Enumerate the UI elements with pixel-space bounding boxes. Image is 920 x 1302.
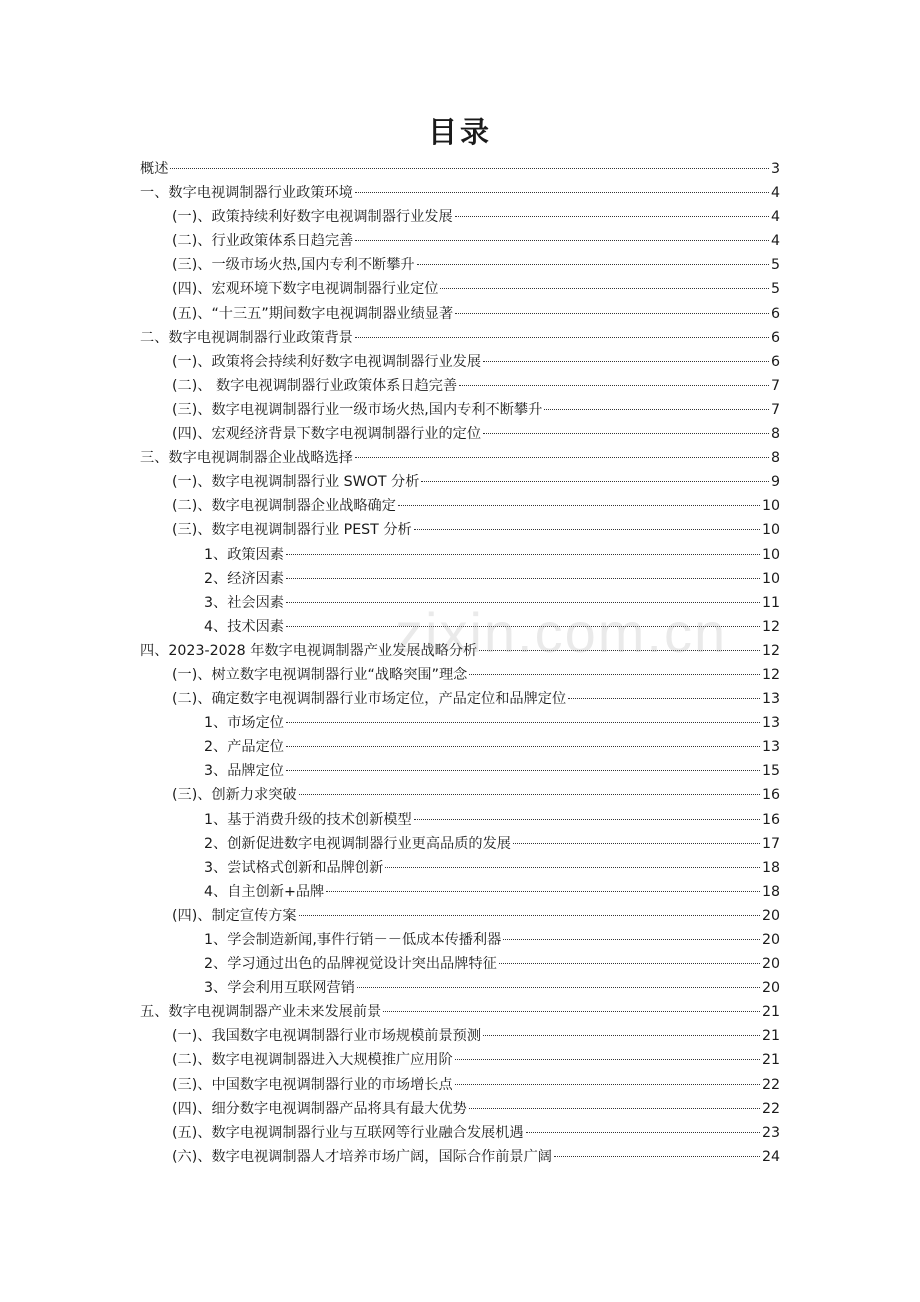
toc-entry[interactable] — [140, 1121, 780, 1145]
toc-entry[interactable] — [140, 398, 780, 422]
toc-entry-text: (五)、数字电视调制器行业与互联网等行业融合发展机遇 — [172, 1124, 524, 1141]
toc-entry[interactable] — [140, 157, 780, 181]
toc-page-number: 15 — [761, 763, 780, 780]
toc-dot-leader — [483, 433, 769, 434]
toc-entry-text: 1、基于消费升级的技术创新模型 — [204, 811, 412, 828]
toc-entry[interactable] — [140, 1073, 780, 1097]
toc-dot-leader — [170, 168, 769, 169]
toc-page-number: 10 — [761, 570, 780, 587]
toc-page-number: 8 — [770, 450, 780, 467]
toc-dot-leader — [544, 409, 769, 410]
toc-dot-leader — [286, 770, 760, 771]
toc-entry[interactable] — [140, 374, 780, 398]
toc-dot-leader — [455, 216, 769, 217]
toc-entry-text: (一)、政策将会持续利好数字电视调制器行业发展 — [172, 353, 482, 370]
toc-dot-leader — [326, 891, 760, 892]
toc-dot-leader — [469, 1108, 760, 1109]
toc-page-number: 10 — [761, 498, 780, 515]
toc-entry[interactable] — [140, 1000, 780, 1024]
toc-dot-leader — [355, 457, 769, 458]
toc-entry-text: 2、创新促进数字电视调制器行业更高品质的发展 — [204, 835, 511, 852]
toc-dot-leader — [459, 385, 769, 386]
toc-dot-leader — [440, 288, 769, 289]
toc-dot-leader — [526, 1132, 760, 1133]
toc-dot-leader — [503, 939, 760, 940]
toc-entry[interactable] — [140, 952, 780, 976]
toc-entry[interactable] — [140, 518, 780, 542]
toc-entry[interactable] — [140, 350, 780, 374]
toc-entry-text: (四)、细分数字电视调制器产品将具有最大优势 — [172, 1100, 467, 1117]
toc-page-number: 6 — [770, 305, 780, 322]
toc-dot-leader — [455, 313, 769, 314]
toc-page-number: 21 — [761, 1052, 780, 1069]
toc-dot-leader — [483, 361, 769, 362]
toc-page-number: 7 — [770, 401, 780, 418]
toc-page-number: 8 — [770, 426, 780, 443]
toc-dot-leader — [299, 915, 760, 916]
toc-entry-text: (一)、我国数字电视调制器行业市场规模前景预测 — [172, 1028, 482, 1045]
toc-dot-leader — [554, 1156, 760, 1157]
toc-entry[interactable] — [140, 904, 780, 928]
toc-entry[interactable] — [140, 928, 780, 952]
toc-entry-text: 1、市场定位 — [204, 715, 284, 732]
toc-entry[interactable] — [140, 783, 780, 807]
toc-page-number: 7 — [770, 377, 780, 394]
toc-dot-leader — [286, 602, 760, 603]
toc-entry-text: (二)、行业政策体系日趋完善 — [172, 233, 354, 250]
toc-entry-text: 二、数字电视调制器行业政策背景 — [140, 329, 353, 346]
toc-entry-text: 3、社会因素 — [204, 594, 284, 611]
toc-page-number: 4 — [770, 233, 780, 250]
toc-page-number: 13 — [761, 691, 780, 708]
toc-page-number: 16 — [761, 787, 780, 804]
toc-entry[interactable] — [140, 1097, 780, 1121]
toc-dot-leader — [355, 192, 769, 193]
toc-entry[interactable] — [140, 976, 780, 1000]
toc-entry-text: 2、经济因素 — [204, 570, 284, 587]
toc-page-number: 10 — [761, 546, 780, 563]
toc-page-number: 22 — [761, 1076, 780, 1093]
toc-dot-leader — [417, 264, 769, 265]
toc-entry[interactable] — [140, 711, 780, 735]
toc-entry[interactable] — [140, 808, 780, 832]
toc-entry-text: (三)、中国数字电视调制器行业的市场增长点 — [172, 1076, 453, 1093]
toc-entry[interactable] — [140, 591, 780, 615]
toc-page-number: 22 — [761, 1100, 780, 1117]
toc-entry[interactable] — [140, 181, 780, 205]
toc-entry[interactable] — [140, 494, 780, 518]
toc-entry[interactable] — [140, 615, 780, 639]
toc-entry[interactable] — [140, 302, 780, 326]
toc-dot-leader — [479, 650, 760, 651]
toc-entry[interactable] — [140, 687, 780, 711]
watermark: zixin.com.cn — [395, 601, 728, 664]
toc-entry-text: (三)、创新力求突破 — [172, 787, 297, 804]
toc-entry-text: (三)、数字电视调制器行业 PEST 分析 — [172, 522, 412, 539]
toc-dot-leader — [414, 819, 760, 820]
toc-entry-text: (四)、宏观环境下数字电视调制器行业定位 — [172, 281, 439, 298]
toc-entry[interactable] — [140, 1048, 780, 1072]
toc-page-number: 11 — [761, 594, 780, 611]
toc-page-number: 13 — [761, 739, 780, 756]
toc-dot-leader — [286, 554, 760, 555]
toc-entry[interactable] — [140, 543, 780, 567]
toc-entry-text: (五)、“十三五”期间数字电视调制器业绩显著 — [172, 305, 454, 322]
toc-entry-text: (二)、数字电视调制器进入大规模推广应用阶 — [172, 1052, 453, 1069]
toc-dot-leader — [455, 1059, 760, 1060]
toc-entry-text: 3、学会利用互联网营销 — [204, 980, 355, 997]
toc-page-number: 4 — [770, 209, 780, 226]
toc-entry-text: 一、数字电视调制器行业政策环境 — [140, 185, 353, 202]
toc-page-number: 9 — [770, 474, 780, 491]
toc-page-number: 12 — [761, 666, 780, 683]
toc-page-number: 16 — [761, 811, 780, 828]
toc-entry[interactable] — [140, 832, 780, 856]
toc-entry-text: 三、数字电视调制器企业战略选择 — [140, 450, 353, 467]
toc-page-number: 21 — [761, 1004, 780, 1021]
toc-page-number: 13 — [761, 715, 780, 732]
toc-entry-text: (二)、确定数字电视调制器行业市场定位，产品定位和品牌定位 — [172, 691, 567, 708]
toc-entry-text: 1、政策因素 — [204, 546, 284, 563]
toc-entry[interactable] — [140, 253, 780, 277]
toc-dot-leader — [414, 529, 760, 530]
toc-page-number: 20 — [761, 907, 780, 924]
toc-entry[interactable] — [140, 205, 780, 229]
toc-entry-text: (一)、树立数字电视调制器行业“战略突围”理念 — [172, 666, 468, 683]
toc-entry-text: (四)、宏观经济背景下数字电视调制器行业的定位 — [172, 426, 482, 443]
toc-dot-leader — [355, 240, 769, 241]
toc-entry[interactable] — [140, 1145, 780, 1169]
toc-entry[interactable] — [140, 470, 780, 494]
toc-page-number: 5 — [770, 281, 780, 298]
toc-dot-leader — [286, 578, 760, 579]
toc-entry[interactable] — [140, 735, 780, 759]
toc-entry-text: (六)、数字电视调制器人才培养市场广阔，国际合作前景广阔 — [172, 1148, 552, 1165]
toc-entry[interactable] — [140, 229, 780, 253]
toc-dot-leader — [499, 963, 760, 964]
toc-title: 目录 — [427, 115, 492, 149]
toc-entry-text: 2、产品定位 — [204, 739, 284, 756]
toc-dot-leader — [398, 505, 760, 506]
toc-page-number: 4 — [770, 185, 780, 202]
toc-dot-leader — [286, 722, 760, 723]
toc-page-number: 10 — [761, 522, 780, 539]
toc-dot-leader — [483, 1035, 760, 1036]
toc-entry[interactable] — [140, 759, 780, 783]
toc-page-number: 20 — [761, 980, 780, 997]
toc-dot-leader — [383, 1011, 760, 1012]
toc-entry-text: (一)、数字电视调制器行业 SWOT 分析 — [172, 474, 420, 491]
toc-page-number: 21 — [761, 1028, 780, 1045]
toc-entry-text: (四)、制定宣传方案 — [172, 907, 297, 924]
toc-page-number: 6 — [770, 353, 780, 370]
toc-entry-text: 2、学习通过出色的品牌视觉设计突出品牌特征 — [204, 956, 497, 973]
toc-entry[interactable] — [140, 663, 780, 687]
toc-list — [140, 157, 780, 1169]
toc-page-number: 20 — [761, 932, 780, 948]
toc-dot-leader — [286, 746, 760, 747]
toc-entry[interactable] — [140, 446, 780, 470]
toc-dot-leader — [469, 674, 760, 675]
toc-dot-leader — [355, 337, 769, 338]
toc-entry-text: 3、尝试格式创新和品牌创新 — [204, 859, 384, 876]
toc-page-number: 6 — [770, 329, 780, 346]
toc-entry-text: 四、2023-2028 年数字电视调制器产业发展战略分析 — [140, 642, 478, 659]
toc-entry[interactable] — [140, 277, 780, 301]
toc-dot-leader — [421, 481, 769, 482]
toc-entry-text: (一)、政策持续利好数字电视调制器行业发展 — [172, 209, 453, 226]
toc-entry-text: 五、数字电视调制器产业未来发展前景 — [140, 1004, 382, 1021]
toc-entry-text: (三)、一级市场火热,国内专利不断攀升 — [172, 257, 415, 274]
toc-dot-leader — [286, 626, 760, 627]
toc-dot-leader — [455, 1084, 760, 1085]
toc-entry-text: (二)、数字电视调制器企业战略确定 — [172, 498, 396, 515]
toc-page-number: 3 — [770, 161, 780, 177]
toc-page-number: 5 — [770, 257, 780, 274]
toc-dot-leader — [568, 698, 760, 699]
toc-page-number: 12 — [761, 618, 780, 635]
toc-dot-leader — [513, 843, 760, 844]
toc-entry-text: 3、品牌定位 — [204, 763, 284, 780]
toc-dot-leader — [385, 867, 760, 868]
toc-entry[interactable] — [140, 1024, 780, 1048]
toc-entry[interactable] — [140, 856, 780, 880]
toc-entry-text: 4、技术因素 — [204, 618, 284, 635]
toc-entry-text: 1、学会制造新闻,事件行销－－低成本传播利器 — [204, 932, 502, 948]
toc-dot-leader — [357, 987, 760, 988]
toc-entry[interactable] — [140, 326, 780, 350]
toc-page-number: 12 — [761, 642, 780, 659]
toc-entry[interactable] — [140, 422, 780, 446]
toc-entry[interactable] — [140, 639, 780, 663]
toc-entry[interactable] — [140, 567, 780, 591]
toc-entry[interactable] — [140, 880, 780, 904]
toc-entry-text: 概述 — [140, 161, 169, 177]
toc-entry-text: 4、自主创新+品牌 — [204, 883, 325, 900]
toc-entry-text: (二)、 数字电视调制器行业政策体系日趋完善 — [172, 377, 458, 394]
toc-entry-text: (三)、数字电视调制器行业一级市场火热,国内专利不断攀升 — [172, 401, 543, 418]
toc-page-number: 18 — [761, 859, 780, 876]
toc-page-number: 20 — [761, 956, 780, 973]
toc-page-number: 24 — [761, 1148, 780, 1165]
toc-dot-leader — [299, 794, 760, 795]
toc-page-number: 18 — [761, 883, 780, 900]
toc-page-number: 23 — [761, 1124, 780, 1141]
toc-page-number: 17 — [761, 835, 780, 852]
